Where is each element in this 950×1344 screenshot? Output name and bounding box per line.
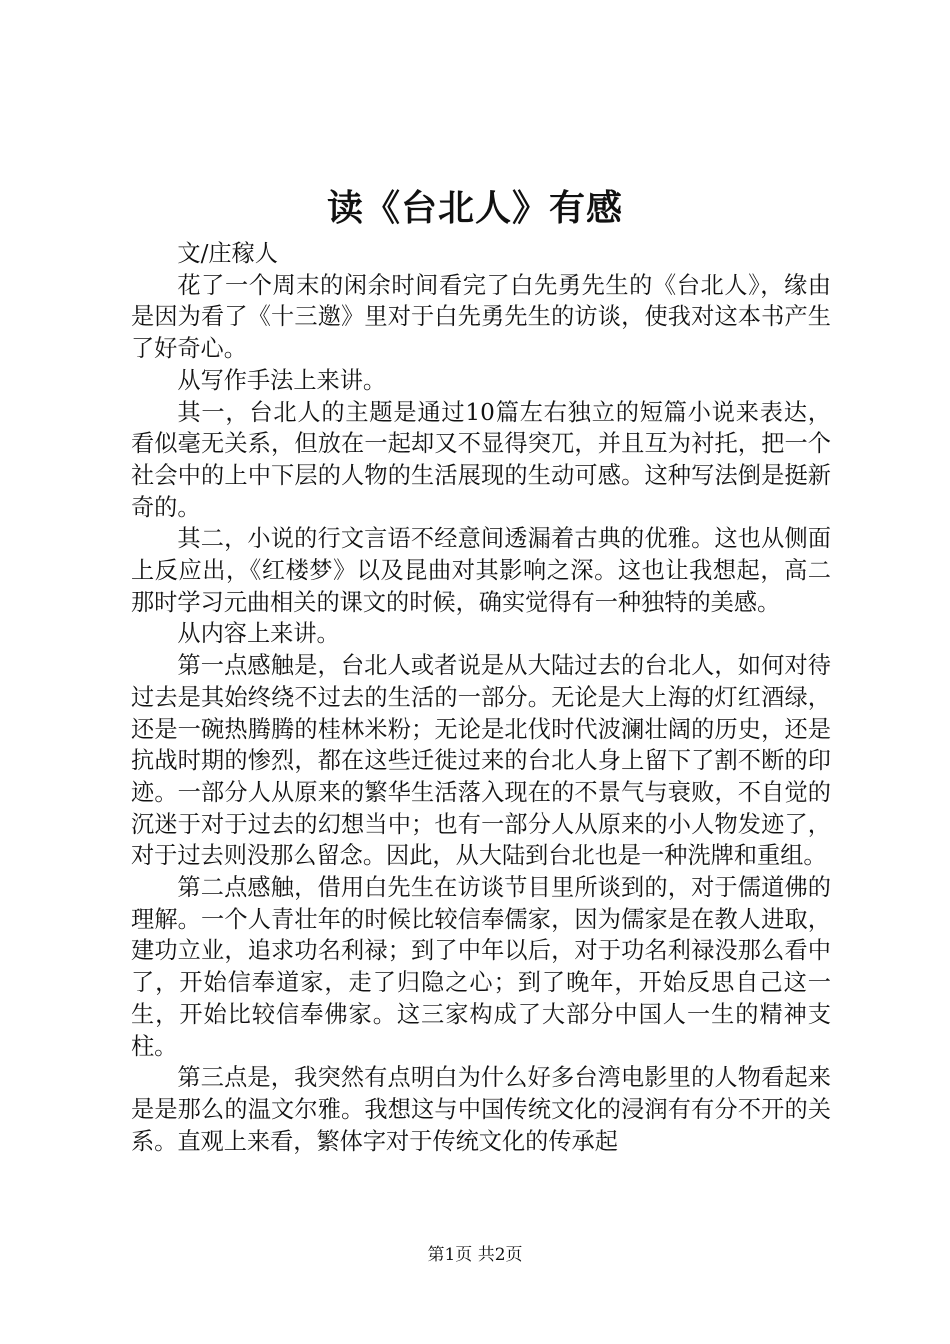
- paragraph: 从写作手法上来讲。: [177, 366, 387, 394]
- paragraph: 从内容上来讲。: [177, 620, 340, 648]
- paragraph: 第二点感触，借用白先生在访谈节目里所谈到的，对于儒道佛的理解。一个人青壮年的时候比较信奉儒家，因为儒家是在教人进取，建功立业，追求功名利禄；到了中年以后，对于功名利禄没那么看中了，开始信奉道家，走了归隐之心；到了晚年，开始反思自己这一生，开始比较信奉佛家。这三家构成了大部分中国人一生的精神支柱。: [131, 874, 831, 1060]
- document-body: [131, 238, 831, 1157]
- paragraph: 第三点是，我突然有点明白为什么好多台湾电影里的人物看起来是是那么的温文尔雅。我想这与中国传统文化的浸润有有分不开的关系。直观上来看，繁体字对于传统文化的传承起: [131, 1064, 831, 1155]
- paragraph: 其一，台北人的主题是通过10篇左右独立的短篇小说来表达，看似毫无关系，但放在一起却又不显得突兀，并且互为衬托，把一个社会中的上中下层的人物的生活展现的生动可感。这种写法倒是挺新奇的。: [131, 398, 831, 521]
- page-footer: 第1页 共2页: [427, 1245, 523, 1265]
- paragraph: 花了一个周末的闲余时间看完了白先勇先生的《台北人》，缘由是因为看了《十三邀》里对于白先勇先生的访谈，使我对这本书产生了好奇心。: [131, 271, 831, 363]
- paragraph: 第一点感触是，台北人或者说是从大陆过去的台北人，如何对待过去是其始终绕不过去的生活的一部分。无论是大上海的灯红酒绿，还是一碗热腾腾的桂林米粉；无论是北伐时代波澜壮阔的历史，还是抗战时期的惨烈，都在这些迁徙过来的台北人身上留下了割不断的印迹。一部分人从原来的繁华生活落入现在的不景气与衰败，不自觉的沉迷于对于过去的幻想当中；也有一部分人从原来的小人物发迹了，对于过去则没那么留念。因此，从大陆到台北也是一种洗牌和重组。: [131, 652, 831, 870]
- author-line: 文/庄稼人: [177, 240, 278, 267]
- document-title: 读《台北人》有感: [326, 187, 623, 229]
- paragraph: 其二，小说的行文言语不经意间透漏着古典的优雅。这也从侧面上反应出，《红楼梦》以及昆曲对其影响之深。这也让我想起，高二那时学习元曲相关的课文的时候，确实觉得有一种独特的美感。: [131, 525, 831, 616]
